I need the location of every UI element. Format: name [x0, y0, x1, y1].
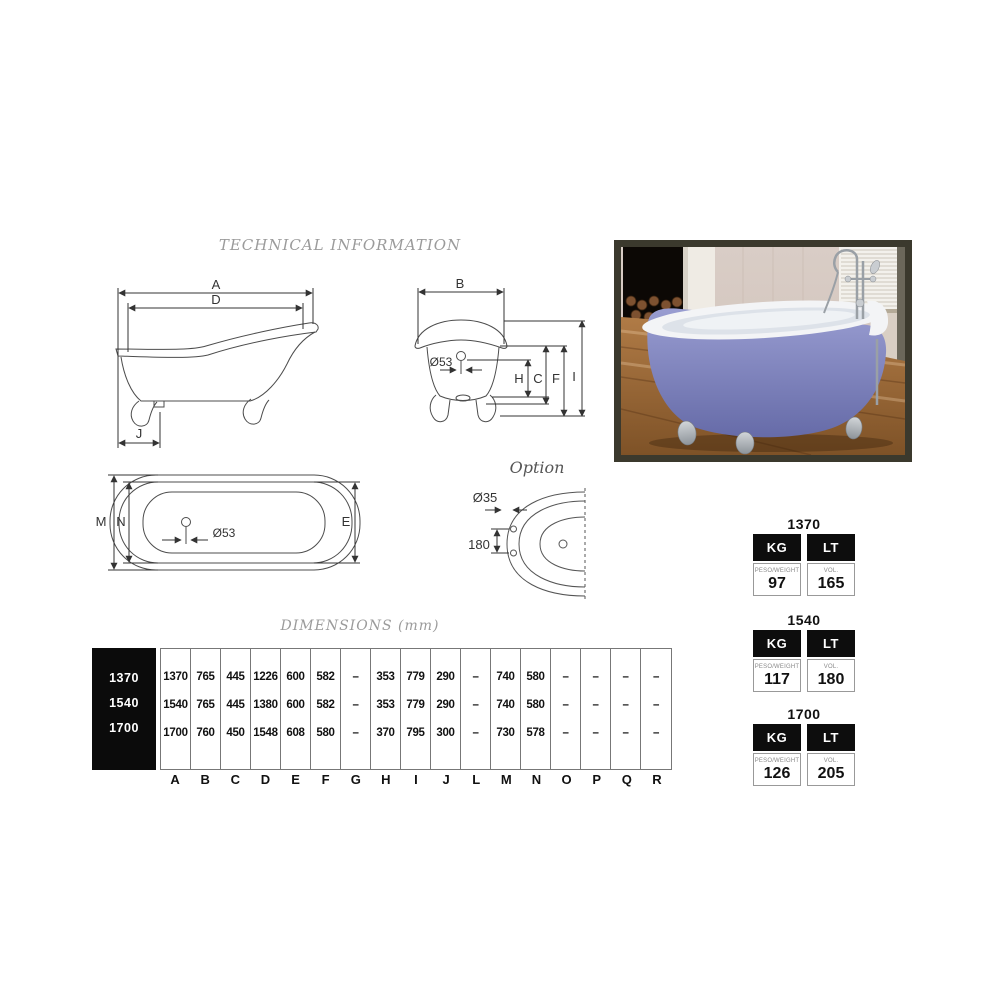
- dim-label-h: H: [514, 371, 524, 386]
- column-letter: P: [592, 772, 602, 787]
- column-letter: N: [531, 772, 542, 787]
- dims-cell: 779: [406, 671, 425, 683]
- dims-cell: 582: [316, 699, 335, 711]
- dim-label-c: C: [533, 371, 543, 386]
- lt-header: LT: [807, 630, 855, 657]
- top-view-diagram: [88, 462, 398, 597]
- dims-cell: 290: [436, 671, 455, 683]
- column-letter: B: [200, 772, 210, 787]
- dims-cell: 580: [526, 671, 545, 683]
- row-label-1540: 1540: [109, 696, 139, 710]
- tub-end-outline: [415, 320, 507, 422]
- volume-value-box: [807, 659, 855, 692]
- dims-row-header: [92, 648, 156, 770]
- dims-cell: –: [622, 699, 629, 711]
- dims-cell: 1548: [253, 727, 278, 739]
- column-letter: R: [652, 772, 662, 787]
- spec-card-1700: [752, 706, 856, 786]
- dim-label-b: B: [455, 276, 465, 291]
- dims-column-e: [281, 649, 311, 769]
- dims-cell: 445: [226, 671, 245, 683]
- dims-column-o: [551, 649, 581, 769]
- column-letter: F: [321, 772, 330, 787]
- dims-cell: 353: [376, 699, 395, 711]
- dims-column-letters: [160, 772, 672, 787]
- model-label: 1370: [787, 516, 821, 532]
- dims-cell: 1370: [163, 671, 188, 683]
- option-view-diagram: [455, 448, 635, 608]
- dim-label-j: J: [135, 426, 143, 441]
- dims-column-l: [461, 649, 491, 769]
- dims-cell: –: [652, 671, 660, 683]
- dims-cell: –: [592, 699, 599, 711]
- plan-dimension-lines: [108, 475, 360, 570]
- dims-cell: 300: [436, 727, 455, 739]
- dims-column-g: [341, 649, 371, 769]
- weight-value: 117: [764, 671, 790, 688]
- volume-label: VOL.: [823, 664, 839, 670]
- column-letter: C: [230, 772, 240, 787]
- dim-label-n: N: [116, 514, 126, 529]
- dims-cell: 582: [316, 671, 335, 683]
- tub-plan-outline: [110, 475, 360, 570]
- column-letter: I: [414, 772, 418, 787]
- dims-column-j: [431, 649, 461, 769]
- dims-column-c: [221, 649, 251, 769]
- dims-cell: 730: [496, 727, 515, 739]
- row-label-1700: 1700: [109, 721, 139, 735]
- weight-value-box: [753, 563, 801, 596]
- column-letter: Q: [621, 772, 632, 787]
- volume-label: VOL.: [823, 758, 839, 764]
- dims-cell: 600: [286, 671, 305, 683]
- column-letter: G: [350, 772, 361, 787]
- dims-cell: 740: [496, 671, 515, 683]
- hole-diameter-label: Ø53: [212, 526, 236, 540]
- kg-header: KG: [753, 534, 801, 561]
- dims-column-n: [521, 649, 551, 769]
- dim-label-f: F: [552, 371, 560, 386]
- tub-side-outline: [116, 323, 318, 426]
- dims-cell: 450: [226, 727, 245, 739]
- volume-value-box: [807, 753, 855, 786]
- dims-cell: –: [622, 671, 629, 683]
- dim-label-d: D: [211, 292, 221, 307]
- dims-column-i: [401, 649, 431, 769]
- column-letter: E: [291, 772, 300, 787]
- dims-cell: 600: [286, 699, 305, 711]
- dims-column-q: [611, 649, 641, 769]
- dims-cell: –: [562, 727, 569, 739]
- dims-cell: 740: [496, 699, 515, 711]
- row-label-1370: 1370: [109, 671, 139, 685]
- end-view-diagram: [400, 276, 600, 446]
- dims-column-h: [371, 649, 401, 769]
- dims-cell: 765: [196, 699, 215, 711]
- hole-diameter-label: Ø53: [429, 355, 453, 369]
- volume-label: VOL.: [823, 568, 839, 574]
- column-letter: J: [442, 772, 450, 787]
- dims-column-f: [311, 649, 341, 769]
- dims-cell: 760: [196, 727, 215, 739]
- volume-value: 180: [817, 671, 845, 688]
- dims-cell: 1700: [163, 727, 188, 739]
- volume-value-box: [807, 563, 855, 596]
- dims-column-b: [191, 649, 221, 769]
- product-photo: [614, 240, 912, 462]
- column-letter: A: [170, 772, 180, 787]
- dims-cell: –: [352, 671, 359, 683]
- dims-cell: –: [472, 699, 479, 711]
- weight-label: PESO/WEIGHT: [754, 568, 800, 574]
- weight-value: 126: [763, 765, 791, 782]
- dims-cell: 1380: [253, 699, 278, 711]
- kg-header: KG: [753, 724, 801, 751]
- dims-cell: 1226: [253, 671, 278, 683]
- page-title: TECHNICAL INFORMATION: [218, 236, 462, 254]
- dims-cell: –: [562, 671, 569, 683]
- dims-cell: –: [472, 727, 479, 739]
- dims-cell: 779: [406, 699, 425, 711]
- dims-cell: 608: [286, 727, 305, 739]
- dims-cell: –: [592, 671, 599, 683]
- dims-cell: 765: [196, 671, 215, 683]
- dims-column-m: [491, 649, 521, 769]
- dims-cell: 445: [226, 699, 245, 711]
- column-letter: D: [260, 772, 271, 787]
- dim-label-i: I: [572, 369, 576, 384]
- dims-cell: –: [352, 727, 359, 739]
- column-letter: O: [561, 772, 572, 787]
- model-label: 1540: [787, 612, 821, 628]
- weight-label: PESO/WEIGHT: [754, 758, 800, 764]
- dims-cell: 370: [376, 727, 395, 739]
- dims-cell: –: [562, 699, 569, 711]
- spec-card-1540: [752, 612, 856, 692]
- kg-header: KG: [753, 630, 801, 657]
- dims-cell: 353: [376, 671, 395, 683]
- weight-value-box: [753, 753, 801, 786]
- dimensions-table: [160, 648, 672, 770]
- option-hole-label: Ø35: [472, 490, 498, 505]
- dims-column-r: [641, 649, 671, 769]
- column-letter: L: [472, 772, 481, 787]
- volume-value: 165: [817, 575, 845, 592]
- dims-cell: 290: [436, 699, 455, 711]
- option-spacing-label: 180: [468, 537, 490, 552]
- weight-value: 97: [768, 575, 786, 592]
- dims-cell: –: [652, 699, 660, 711]
- bathtub-photo-illustration: [621, 247, 905, 455]
- column-letter: M: [500, 772, 512, 787]
- dims-column-d: [251, 649, 281, 769]
- dims-cell: –: [622, 727, 629, 739]
- dim-label-a: A: [211, 277, 221, 292]
- dim-label-m: M: [95, 514, 107, 529]
- dims-cell: 1540: [163, 699, 188, 711]
- dims-cell: 795: [406, 727, 425, 739]
- option-outline: [507, 488, 585, 600]
- model-label: 1700: [787, 706, 821, 722]
- dims-column-p: [581, 649, 611, 769]
- column-letter: H: [381, 772, 391, 787]
- dimensions-table-title: DIMENSIONS (mm): [280, 618, 440, 634]
- weight-label: PESO/WEIGHT: [754, 664, 800, 670]
- spec-card-1370: [752, 516, 856, 596]
- dims-cell: 580: [316, 727, 335, 739]
- volume-value: 205: [817, 765, 845, 782]
- dims-cell: 578: [526, 727, 545, 739]
- dims-cell: 580: [526, 699, 545, 711]
- dims-cell: –: [592, 727, 599, 739]
- weight-value-box: [753, 659, 801, 692]
- lt-header: LT: [807, 534, 855, 561]
- side-view-diagram: [98, 272, 338, 452]
- dims-column-a: [161, 649, 191, 769]
- dims-cell: –: [652, 727, 660, 739]
- dims-cell: –: [472, 671, 479, 683]
- lt-header: LT: [807, 724, 855, 751]
- dim-label-e: E: [341, 514, 351, 529]
- dims-cell: –: [352, 699, 359, 711]
- option-title: Option: [509, 458, 565, 477]
